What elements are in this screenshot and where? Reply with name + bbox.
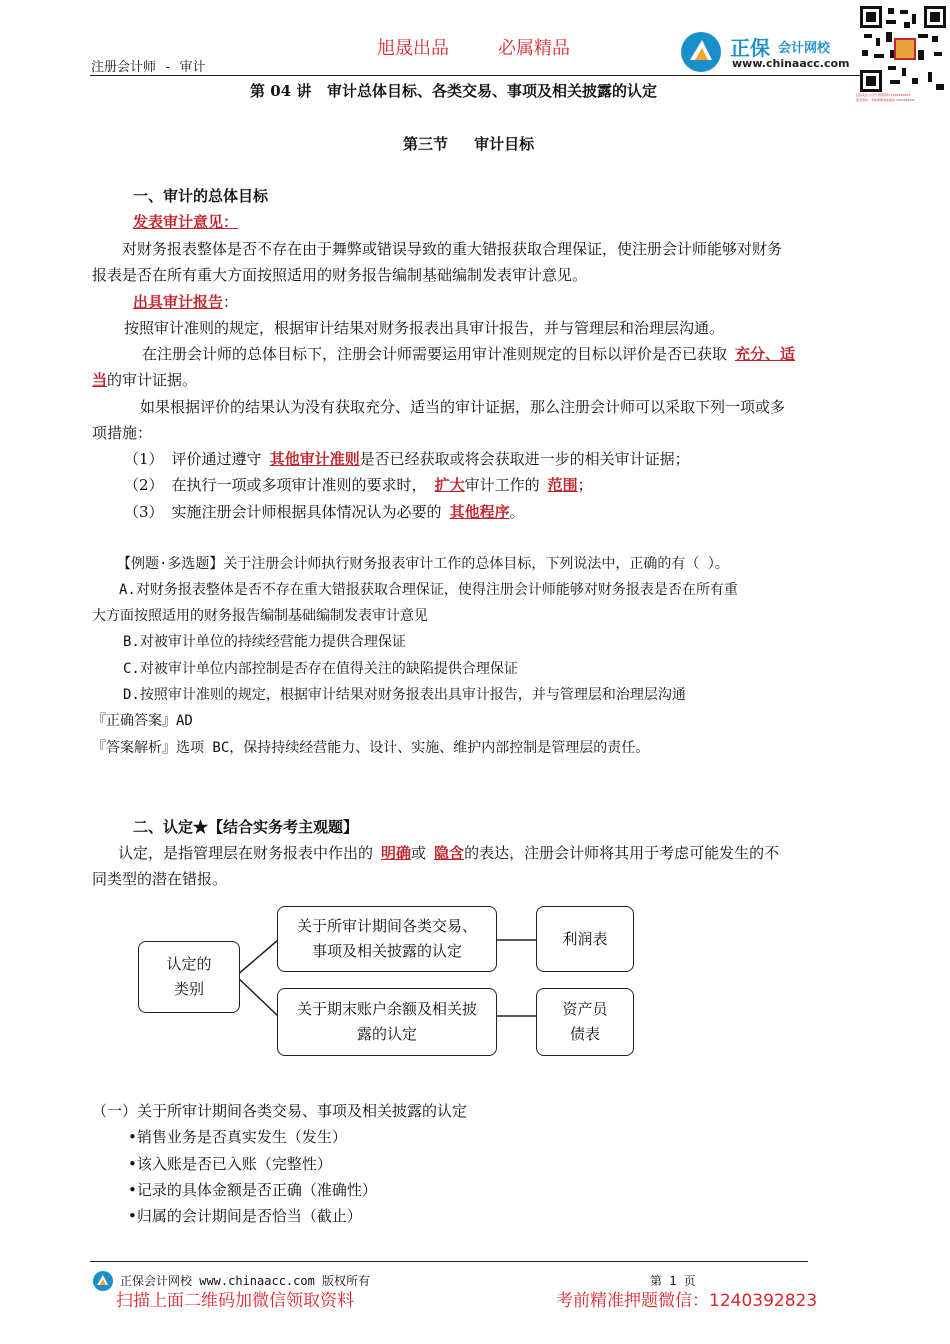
footer-divider xyxy=(90,1261,808,1262)
measure-3-highlight: 其他程序 xyxy=(449,503,510,521)
sub-issue-report xyxy=(133,289,238,315)
slogan-left: 旭晟出品 xyxy=(377,38,449,59)
sub2-colon: ： xyxy=(223,293,239,311)
sub2-label: 出具审计报告 xyxy=(133,293,224,311)
footer-logo-icon xyxy=(92,1270,114,1292)
list-item: •归属的会计期间是否恰当（截止） xyxy=(128,1207,362,1225)
branch1-line2: 事项及相关披露的认定 xyxy=(311,942,462,960)
leaf2-line1: 资产员 xyxy=(562,1000,608,1018)
para3-line2 xyxy=(92,367,197,393)
measure-1-num: （1） xyxy=(124,450,164,468)
list-item: •销售业务是否真实发生（发生） xyxy=(128,1128,347,1146)
option-a-line2: 大方面按照适用的财务报告编制基础编制发表审计意见 xyxy=(92,608,428,624)
logo-name: 正保 xyxy=(730,36,770,60)
measure-2-highlight2: 范围 xyxy=(547,476,578,494)
assertion-implicit: 隐含 xyxy=(434,844,465,862)
measure-1-highlight: 其他审计准则 xyxy=(269,450,360,468)
logo-sub: 会计网校 xyxy=(778,41,831,56)
measure-1 xyxy=(124,446,690,472)
measure-2 xyxy=(124,472,593,498)
header-divider xyxy=(90,75,860,76)
logo xyxy=(678,30,858,74)
diagram-branch-balances xyxy=(277,988,497,1056)
para4-line2: 项措施： xyxy=(92,424,153,442)
example-question: 【例题·多选题】关于注册会计师执行财务报表审计工作的总体目标，下列说法中，正确的有（ ）。 xyxy=(117,556,729,572)
sub-issue-opinion: 发表审计意见： xyxy=(133,213,239,231)
branch1-line1: 关于所审计期间各类交易、 xyxy=(296,917,477,935)
diagram-root xyxy=(138,941,240,1013)
measure-2-highlight1: 扩大 xyxy=(434,476,465,494)
leaf2-line2: 债表 xyxy=(569,1025,600,1043)
assertion-explicit: 明确 xyxy=(381,844,412,862)
para4-line1: 如果根据评价的结果认为没有获取充分、适当的审计证据，那么注册会计师可以采取下列一项或多 xyxy=(140,398,786,416)
answer-analysis: 『答案解析』选项 BC，保持持续经营能力、设计、实施、维护内部控制是管理层的责任。 xyxy=(92,740,650,756)
logo-url: www.chinaacc.com xyxy=(732,57,850,70)
para3-pre: 在注册会计师的总体目标下，注册会计师需要运用审计准则规定的目标以评价是否已获取 xyxy=(142,345,728,363)
measure-2-pre: 在执行一项或多项审计准则的要求时， xyxy=(171,476,427,494)
assertion-pre: 认定，是指管理层在财务报表中作出的 xyxy=(118,844,374,862)
para3-post: 的审计证据。 xyxy=(107,371,198,389)
measure-3-pre: 实施注册会计师根据具体情况认为必要的 xyxy=(171,503,442,521)
para1-line2: 报表是否在所有重大方面按照适用的财务报告编制基础编制发表审计意见。 xyxy=(92,266,588,284)
para1-line1: 对财务报表整体是否不存在由于舞弊或错误导致的重大错报获取合理保证，使注册会计师能够对财务 xyxy=(122,240,783,258)
measure-3-post: 。 xyxy=(509,503,525,521)
measure-2-num: （2） xyxy=(124,476,164,494)
measure-2-mid: 审计工作的 xyxy=(464,476,540,494)
measure-3-num: （3） xyxy=(124,503,164,521)
assertion-definition-line2: 同类型的潜在错报。 xyxy=(92,870,228,888)
qr-code[interactable] xyxy=(860,6,946,92)
qr-caption-line2: 更多资料、考前押题请加微信 1240392823 xyxy=(856,98,916,102)
measure-1-post: 是否已经获取或将会获取进一步的相关审计证据； xyxy=(359,450,690,468)
course-name: 注册会计师 - 审计 xyxy=(91,60,206,75)
list-item: •记录的具体金额是否正确（准确性） xyxy=(128,1181,377,1199)
logo-mark-icon xyxy=(678,30,726,74)
para3-highlight2: 当 xyxy=(92,371,108,389)
qr-caption xyxy=(856,93,948,103)
diagram-leaf-income-statement xyxy=(536,906,634,972)
para2: 按照审计准则的规定，根据审计结果对财务报表出具审计报告，并与管理层和治理层沟通。 xyxy=(124,319,725,337)
promo-right[interactable]: 考前精准押题微信：1240392823 xyxy=(556,1291,818,1311)
diagram-leaf-balance-sheet xyxy=(536,988,634,1056)
heading-assertions: 二、认定★【结合实务考主观题】 xyxy=(133,818,359,836)
root-line1: 认定的 xyxy=(166,955,212,973)
measure-1-pre: 评价通过遵守 xyxy=(171,450,262,468)
para3-highlight1: 充分、适 xyxy=(735,345,796,363)
diagram-branch-transactions xyxy=(277,906,497,972)
option-c: C.对被审计单位内部控制是否存在值得关注的缺陷提供合理保证 xyxy=(123,661,518,677)
assertion-post: 的表达，注册会计师将其用于考虑可能发生的不 xyxy=(464,844,780,862)
root-line2: 类别 xyxy=(173,980,204,998)
heading-transactions: （一）关于所审计期间各类交易、事项及相关披露的认定 xyxy=(92,1102,468,1120)
promo-left[interactable]: 扫描上面二维码加微信领取资料 xyxy=(116,1291,354,1311)
measure-2-post: ； xyxy=(577,476,593,494)
measure-3 xyxy=(124,499,525,525)
option-d: D.按照审计准则的规定，根据审计结果对财务报表出具审计报告，并与管理层和治理层沟通 xyxy=(123,687,686,703)
para3-line1 xyxy=(142,341,795,367)
option-b: B.对被审计单位的持续经营能力提供合理保证 xyxy=(123,634,406,650)
assertion-definition-line1 xyxy=(118,840,779,866)
correct-answer: 『正确答案』AD xyxy=(92,713,193,729)
lecture-title: 第 04 讲 审计总体目标、各类交易、事项及相关披露的认定 xyxy=(250,82,657,100)
assertion-or: 或 xyxy=(411,844,427,862)
section-title: 第三节 审计目标 xyxy=(403,135,535,153)
list-item: •该入账是否已入账（完整性） xyxy=(128,1155,332,1173)
leaf1-text: 利润表 xyxy=(562,929,608,948)
qr-caption-line1: 扫码关注公众号 领取资料 1240392823 xyxy=(856,93,910,97)
slogan-right: 必属精品 xyxy=(498,38,570,59)
branch2-line2: 露的认定 xyxy=(356,1025,417,1043)
branch2-line1: 关于期末账户余额及相关披 xyxy=(296,1000,477,1018)
heading-overall-objective: 一、审计的总体目标 xyxy=(133,187,269,205)
page-number: 第 1 页 xyxy=(650,1274,696,1288)
option-a-line1: A.对财务报表整体是否不存在重大错报获取合理保证，使得注册会计师能够对财务报表是否在所有重 xyxy=(119,582,738,598)
footer-copyright: 正保会计网校 www.chinaacc.com 版权所有 xyxy=(120,1274,371,1288)
